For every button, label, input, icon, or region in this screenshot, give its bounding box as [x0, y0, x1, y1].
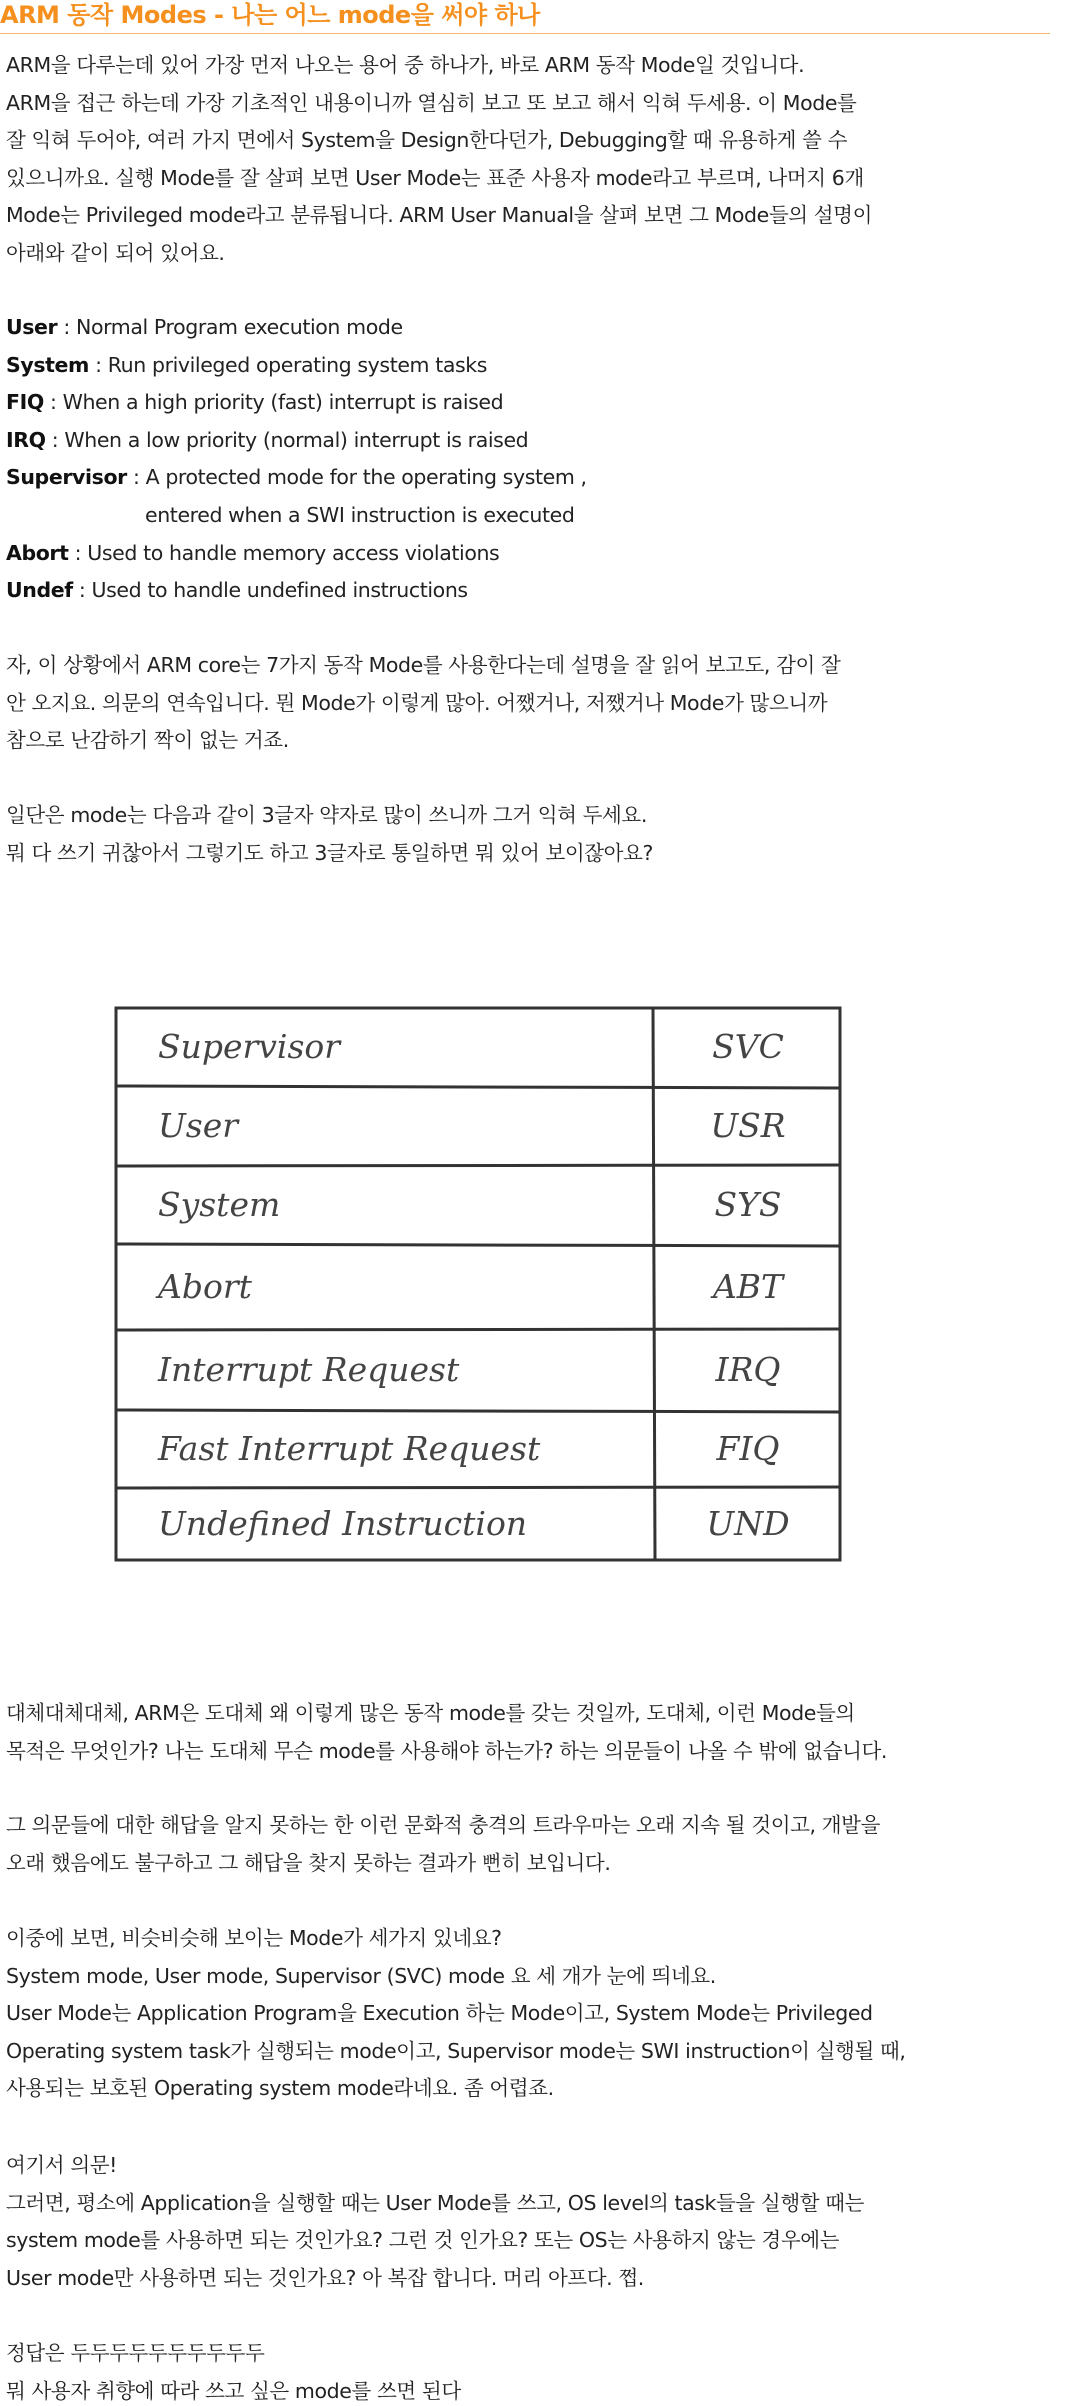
mode-full-name: Supervisor [158, 1027, 341, 1066]
mode-name: IRQ [6, 428, 46, 452]
paragraph-line: User mode만 사용하면 되는 것인가요? 아 복잡 합니다. 머리 아프다. 쩝. [6, 2266, 644, 2290]
mode-name: Undef [6, 578, 73, 602]
paragraph-line: 안 오지요. 의문의 연속입니다. 뭔 Mode가 이렇게 많아. 어쨌거나, 저쨌거나 Mode가 많으니까 [6, 691, 828, 715]
paragraph-line: User Mode는 Application Program을 Execution 하는 Mode이고, System Mode는 Privileged [6, 2001, 873, 2025]
mode-desc: : Used to handle memory access violations [68, 541, 500, 565]
mode-abbreviation: UND [706, 1504, 790, 1543]
mode-name: User [6, 315, 58, 339]
paragraph-line: 정답은 두두두두두두두두두두 [6, 2341, 265, 2365]
mode-description-line [145, 502, 574, 528]
paragraph-line: 자, 이 상황에서 ARM core는 7가지 동작 Mode를 사용한다는데 설명을 잘 읽어 보고도, 감이 잘 [6, 653, 841, 677]
mode-abbreviation: SVC [712, 1027, 784, 1066]
mode-name: Abort [6, 541, 69, 565]
mode-abbreviation-table [108, 1000, 848, 1572]
mode-description-line [6, 314, 403, 340]
mode-desc: : Run privileged operating system tasks [89, 353, 488, 377]
page-title: ARM 동작 Modes - 나는 어느 mode을 써야 하나 [0, 0, 1050, 34]
paragraph-line: 목적은 무엇인가? 나는 도대체 무슨 mode를 사용해야 하는가? 하는 의문들이 나올 수 밖에 없습니다. [6, 1739, 888, 1763]
column-divider [653, 1008, 655, 1560]
mode-name: System [6, 353, 89, 377]
row-divider [116, 1086, 840, 1088]
mode-description-line [6, 540, 499, 566]
mode-description-line [6, 389, 503, 415]
mode-abbreviation: ABT [712, 1267, 784, 1306]
paragraph-line: 이중에 보면, 비슷비슷해 보이는 Mode가 세가지 있네요? [6, 1926, 502, 1950]
mode-description-line [6, 352, 487, 378]
mode-desc: : When a low priority (normal) interrupt is raised [45, 428, 529, 452]
mode-full-name: System [158, 1185, 281, 1224]
paragraph-line: System mode, User mode, Supervisor (SVC) mode 요 세 개가 눈에 띄네요. [6, 1964, 716, 1988]
paragraph-line: 오래 했음에도 불구하고 그 해답을 찾지 못하는 결과가 뻔히 보입니다. [6, 1851, 611, 1875]
row-divider [116, 1487, 840, 1488]
mode-full-name: Interrupt Request [158, 1350, 460, 1389]
mode-desc: : Used to handle undefined instructions [72, 578, 468, 602]
mode-full-name: Undefined Instruction [158, 1504, 528, 1543]
mode-desc: : Normal Program execution mode [57, 315, 403, 339]
intro-line: 잘 익혀 두어야, 여러 가지 면에서 System을 Design한다던가, Debugging할 때 유용하게 쓸 수 [6, 128, 848, 152]
row-divider [116, 1244, 840, 1246]
intro-line: ARM을 접근 하는데 가장 기초적인 내용이니까 열심히 보고 또 보고 해서 익혀 두세용. 이 Mode를 [6, 91, 857, 115]
paragraph-line: 참으로 난감하기 짝이 없는 거죠. [6, 728, 289, 752]
mode-description-line [6, 427, 528, 453]
mode-abbreviation: IRQ [715, 1350, 781, 1389]
paragraph-line: Operating system task가 실행되는 mode이고, Supervisor mode는 SWI instruction이 실행될 때, [6, 2039, 906, 2063]
mode-desc: entered when a SWI instruction is executed [145, 503, 575, 527]
mode-abbreviation: SYS [714, 1185, 782, 1224]
mode-description-line [6, 577, 468, 603]
mode-name: Supervisor [6, 465, 127, 489]
mode-description-line [6, 464, 587, 490]
paragraph-line: 사용되는 보호된 Operating system mode라네요. 좀 어렵죠. [6, 2076, 554, 2100]
mode-abbreviation: FIQ [716, 1429, 780, 1468]
mode-full-name: Fast Interrupt Request [158, 1429, 541, 1468]
row-divider [116, 1329, 840, 1330]
paragraph-line: 여기서 의문! [6, 2153, 117, 2177]
mode-full-name: Abort [158, 1267, 252, 1306]
intro-line: 아래와 같이 되어 있어요. [6, 241, 225, 265]
row-divider [116, 1165, 840, 1166]
paragraph-line: 대체대체대체, ARM은 도대체 왜 이렇게 많은 동작 mode를 갖는 것일까, 도대체, 이런 Mode들의 [6, 1701, 855, 1725]
paragraph-line: 그러면, 평소에 Application을 실행할 때는 User Mode를 쓰고, OS level의 task들을 실행할 때는 [6, 2191, 865, 2215]
paragraph-line: 일단은 mode는 다음과 같이 3글자 약자로 많이 쓰니까 그거 익혀 두세요. [6, 803, 647, 827]
paragraph-line: system mode를 사용하면 되는 것인가요? 그런 것 인가요? 또는 OS는 사용하지 않는 경우에는 [6, 2228, 840, 2252]
paragraph-line: 그 의문들에 대한 해답을 알지 못하는 한 이런 문화적 충격의 트라우마는 오래 지속 될 것이고, 개발을 [6, 1813, 880, 1837]
paragraph-line: 뭐 다 쓰기 귀찮아서 그렇기도 하고 3글자로 통일하면 뭐 있어 보이잖아요? [6, 841, 653, 865]
mode-name: FIQ [6, 390, 44, 414]
mode-desc: : A protected mode for the operating system , [126, 465, 587, 489]
intro-line: Mode는 Privileged mode라고 분류됩니다. ARM User Manual을 살펴 보면 그 Mode들의 설명이 [6, 203, 872, 227]
mode-desc: : When a high priority (fast) interrupt is raised [43, 390, 504, 414]
row-divider [116, 1410, 840, 1412]
intro-line: 있으니까요. 실행 Mode를 잘 살펴 보면 User Mode는 표준 사용자 mode라고 부르며, 나머지 6개 [6, 166, 864, 190]
mode-abbreviation: USR [710, 1106, 786, 1145]
intro-line: ARM을 다루는데 있어 가장 먼저 나오는 용어 중 하나가, 바로 ARM 동작 Mode일 것입니다. [6, 53, 805, 77]
paragraph-line: 뭐 사용자 취향에 따라 쓰고 싶은 mode를 쓰면 된다 [6, 2379, 461, 2403]
mode-full-name: User [158, 1106, 239, 1145]
